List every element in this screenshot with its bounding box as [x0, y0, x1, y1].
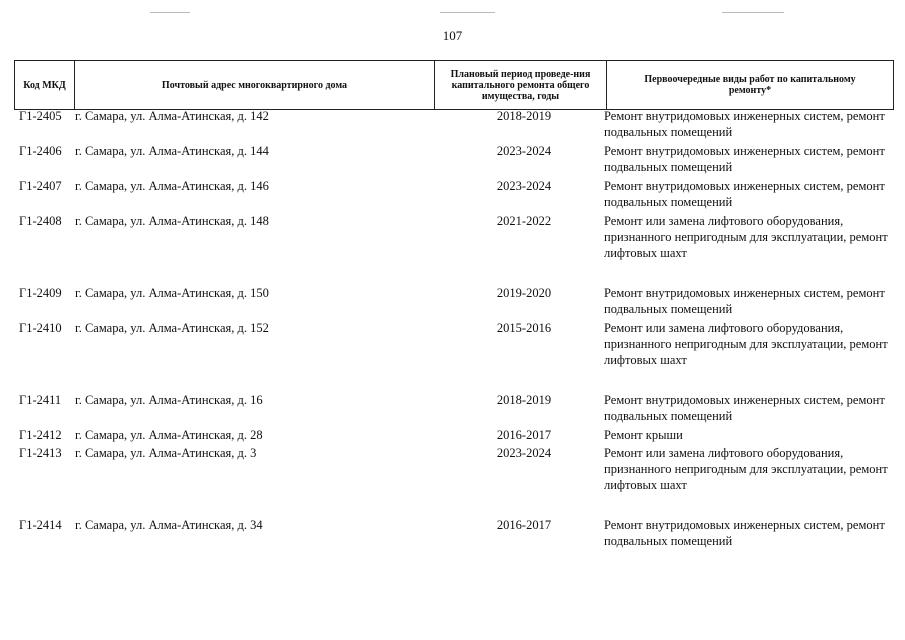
cell-period: 2021-2022 [496, 214, 552, 228]
table-header [14, 60, 894, 110]
scan-artifact [150, 12, 190, 13]
cell-address: г. Самара, ул. Алма-Атинская, д. 148 [75, 214, 269, 228]
cell-works: Ремонт внутридомовых инженерных систем, ремонт подвальных помещений [604, 393, 885, 423]
cell-works: Ремонт внутридомовых инженерных систем, ремонт подвальных помещений [604, 179, 885, 209]
header-period: Плановый период проведе-ния капитального ремонта общего имущества, годы [435, 61, 607, 109]
cell-address: г. Самара, ул. Алма-Атинская, д. 150 [75, 286, 269, 300]
cell-code: Г1-2409 [19, 286, 62, 300]
cell-period: 2019-2020 [496, 286, 552, 300]
cell-works: Ремонт или замена лифтового оборудования, признанного непригодным для эксплуатации, ремонт лифтовых шахт [604, 321, 888, 367]
cell-works: Ремонт внутридомовых инженерных систем, ремонт подвальных помещений [604, 518, 885, 548]
scan-artifact [440, 12, 495, 13]
cell-works: Ремонт внутридомовых инженерных систем, ремонт подвальных помещений [604, 109, 885, 139]
cell-period: 2018-2019 [496, 109, 552, 123]
cell-period: 2016-2017 [496, 518, 552, 532]
cell-address: г. Самара, ул. Алма-Атинская, д. 144 [75, 144, 269, 158]
page-number: 107 [442, 28, 463, 43]
cell-code: Г1-2413 [19, 446, 62, 460]
header-code: Код МКД [15, 61, 75, 109]
cell-works: Ремонт или замена лифтового оборудования, признанного непригодным для эксплуатации, ремонт лифтовых шахт [604, 446, 888, 492]
cell-works: Ремонт внутридомовых инженерных систем, ремонт подвальных помещений [604, 144, 885, 174]
cell-period: 2023-2024 [496, 446, 552, 460]
cell-period: 2023-2024 [496, 144, 552, 158]
cell-code: Г1-2412 [19, 428, 62, 442]
cell-address: г. Самара, ул. Алма-Атинская, д. 16 [75, 393, 263, 407]
cell-address: г. Самара, ул. Алма-Атинская, д. 152 [75, 321, 269, 335]
cell-code: Г1-2406 [19, 144, 62, 158]
cell-address: г. Самара, ул. Алма-Атинская, д. 28 [75, 428, 263, 442]
cell-code: Г1-2414 [19, 518, 62, 532]
cell-works: Ремонт внутридомовых инженерных систем, ремонт подвальных помещений [604, 286, 885, 316]
header-works: Первоочередные виды работ по капитальному ремонту* [644, 74, 856, 96]
scan-artifact [722, 12, 784, 13]
cell-address: г. Самара, ул. Алма-Атинская, д. 146 [75, 179, 269, 193]
cell-period: 2015-2016 [496, 321, 552, 335]
cell-code: Г1-2411 [19, 393, 62, 407]
cell-address: г. Самара, ул. Алма-Атинская, д. 34 [75, 518, 263, 532]
cell-code: Г1-2410 [19, 321, 62, 335]
cell-period: 2023-2024 [496, 179, 552, 193]
header-address: Почтовый адрес многоквартирного дома [75, 61, 435, 109]
cell-address: г. Самара, ул. Алма-Атинская, д. 142 [75, 109, 269, 123]
cell-works: Ремонт крыши [604, 428, 683, 442]
cell-period: 2018-2019 [496, 393, 552, 407]
cell-period: 2016-2017 [496, 428, 552, 442]
cell-code: Г1-2407 [19, 179, 62, 193]
cell-address: г. Самара, ул. Алма-Атинская, д. 3 [75, 446, 257, 460]
cell-code: Г1-2405 [19, 109, 62, 123]
cell-code: Г1-2408 [19, 214, 62, 228]
cell-works: Ремонт или замена лифтового оборудования, признанного непригодным для эксплуатации, ремонт лифтовых шахт [604, 214, 888, 260]
